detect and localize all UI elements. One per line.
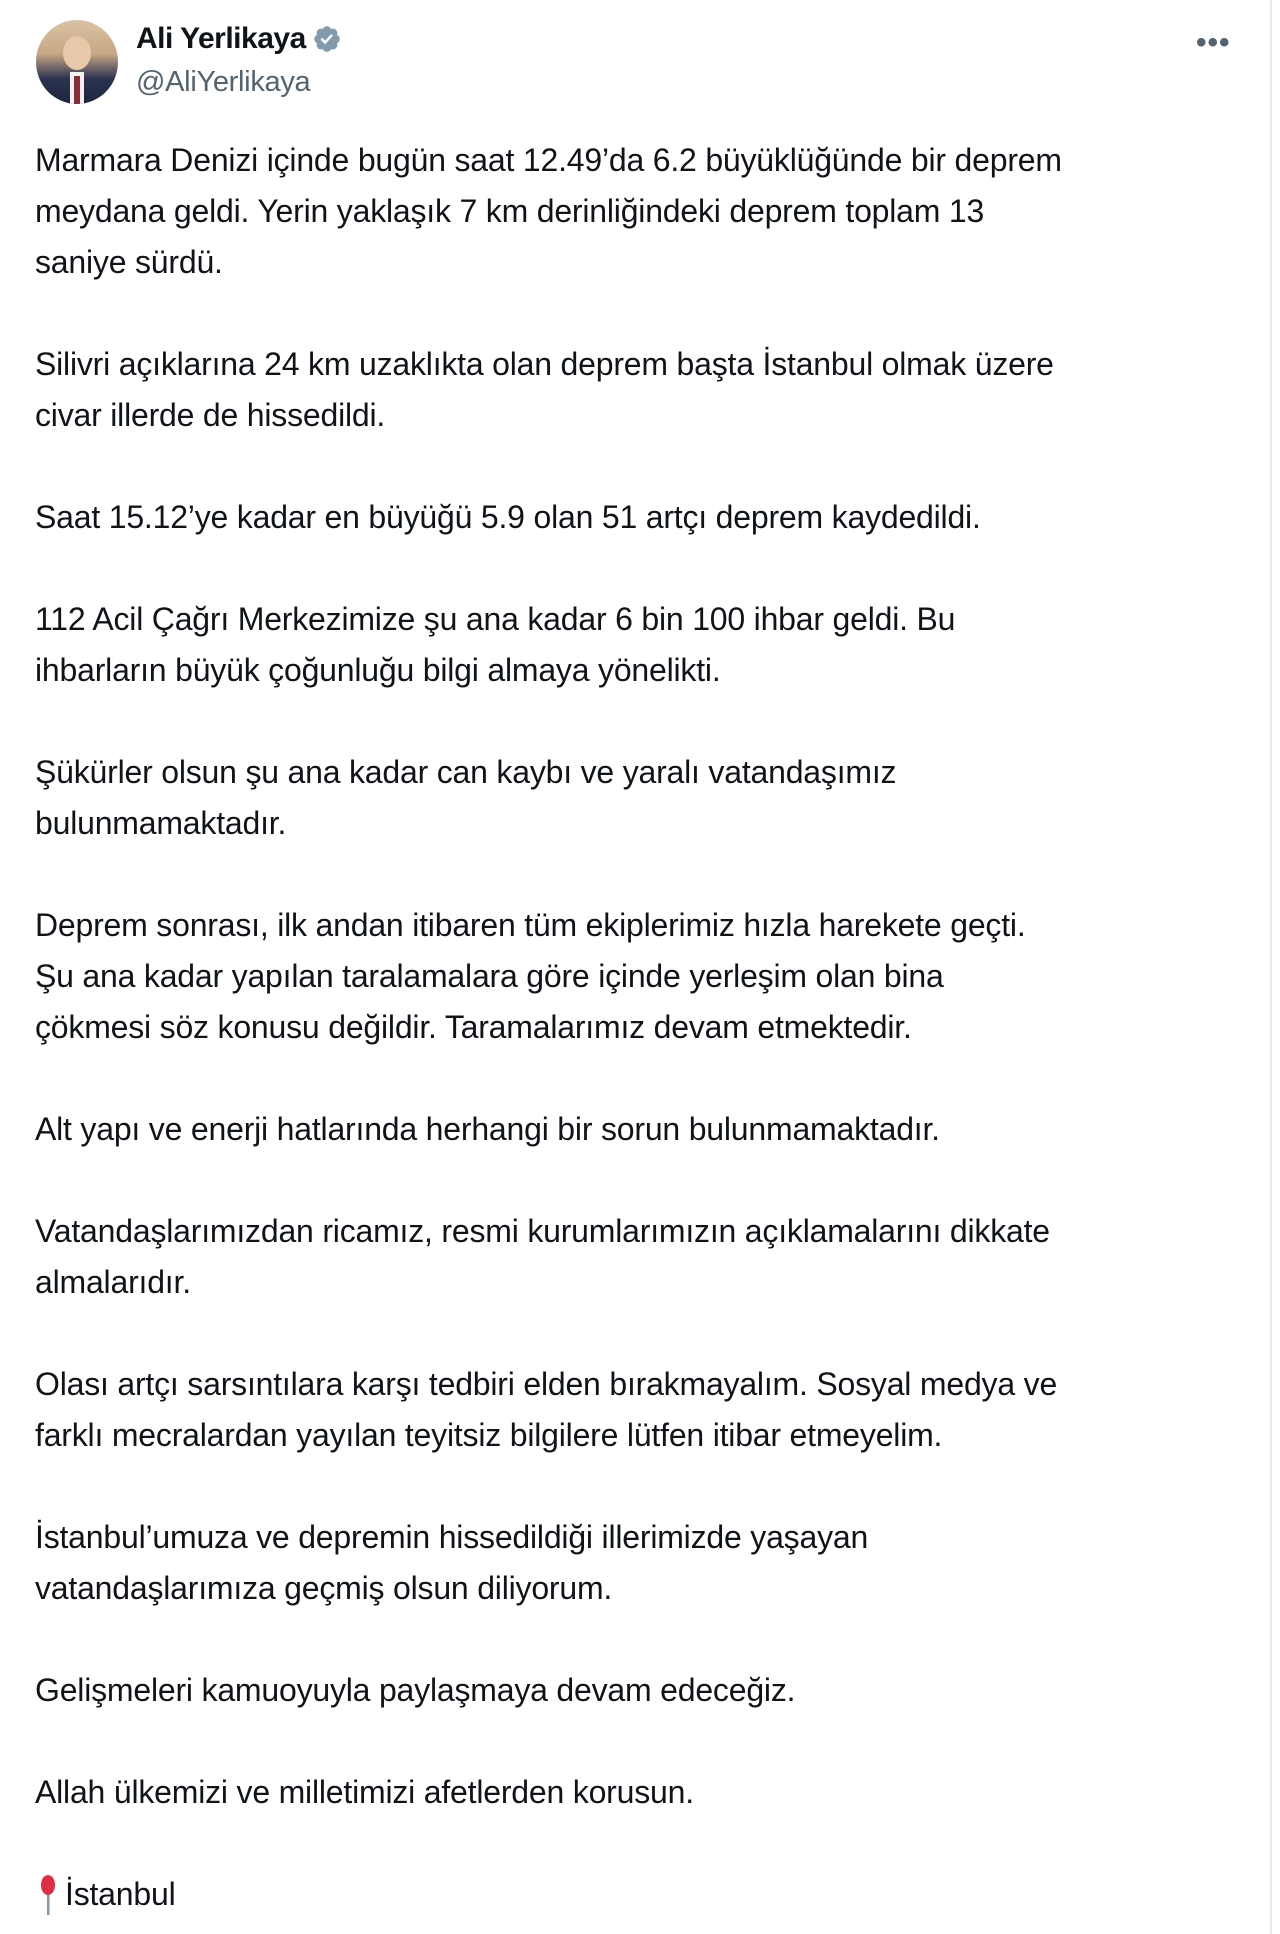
more-options-button[interactable] (1196, 26, 1231, 60)
verified-badge-icon (312, 24, 342, 54)
tweet-text (35, 135, 1265, 1920)
tweet-paragraph: Saat 15.12’ye kadar en büyüğü 5.9 olan 51 artçı deprem kaydedildi. (35, 499, 981, 535)
tweet-paragraph: İstanbul’umuza ve depremin hissedildiği illerimizde yaşayan vatandaşlarımıza geçmiş olsun diliyorum. (35, 1519, 869, 1606)
tweet-paragraph: Marmara Denizi içinde bugün saat 12.49’da 6.2 büyüklüğünde bir deprem meydana geldi. Yerin yaklaşık 7 km derinliğindeki deprem toplam 13 saniye sürdü. (35, 142, 1062, 280)
avatar-face (63, 36, 91, 70)
location-line (35, 1869, 1265, 1920)
tweet-paragraph: Şükürler olsun şu ana kadar can kaybı ve yaralı vatandaşımız bulunmamaktadır. (35, 754, 897, 841)
more-horizontal-icon: ••• (1196, 26, 1231, 59)
author-name[interactable]: Ali Yerlikaya (136, 22, 306, 55)
avatar[interactable] (36, 20, 118, 104)
avatar-tie (74, 76, 80, 104)
tweet-paragraph: Silivri açıklarına 24 km uzaklıkta olan deprem başta İstanbul olmak üzere civar illerde de hissedildi. (35, 346, 1054, 433)
tweet-paragraph: 112 Acil Çağrı Merkezimize şu ana kadar 6 bin 100 ihbar geldi. Bu ihbarların büyük çoğunluğu bilgi almaya yönelikti. (35, 601, 956, 688)
tweet-paragraph: Olası artçı sarsıntılara karşı tedbiri elden bırakmayalım. Sosyal medya ve farklı mecralardan yayılan teyitsiz bilgilere lütfen itibar etmeyelim. (35, 1366, 1058, 1453)
tweet-paragraph: Alt yapı ve enerji hatlarında herhangi bir sorun bulunmamaktadır. (35, 1111, 940, 1147)
location-text: İstanbul (65, 1876, 176, 1912)
tweet-paragraph: Vatandaşlarımızdan ricamız, resmi kurumlarımızın açıklamalarını dikkate almalarıdır. (35, 1213, 1050, 1300)
author-name-row[interactable] (136, 22, 342, 56)
author-handle[interactable]: @AliYerlikaya (136, 66, 311, 98)
tweet-paragraph: Allah ülkemizi ve milletimizi afetlerden korusun. (35, 1774, 694, 1810)
tweet-paragraph: Gelişmeleri kamuoyuyla paylaşmaya devam edeceğiz. (35, 1672, 796, 1708)
round-pushpin-icon (35, 1873, 61, 1917)
tweet-paragraph: Deprem sonrası, ilk andan itibaren tüm ekiplerimiz hızla harekete geçti. Şu ana kadar yapılan taralamalara göre içinde yerleşim olan bina çökmesi söz konusu değildir. Taramalarımız devam etmektedir. (35, 907, 1026, 1045)
